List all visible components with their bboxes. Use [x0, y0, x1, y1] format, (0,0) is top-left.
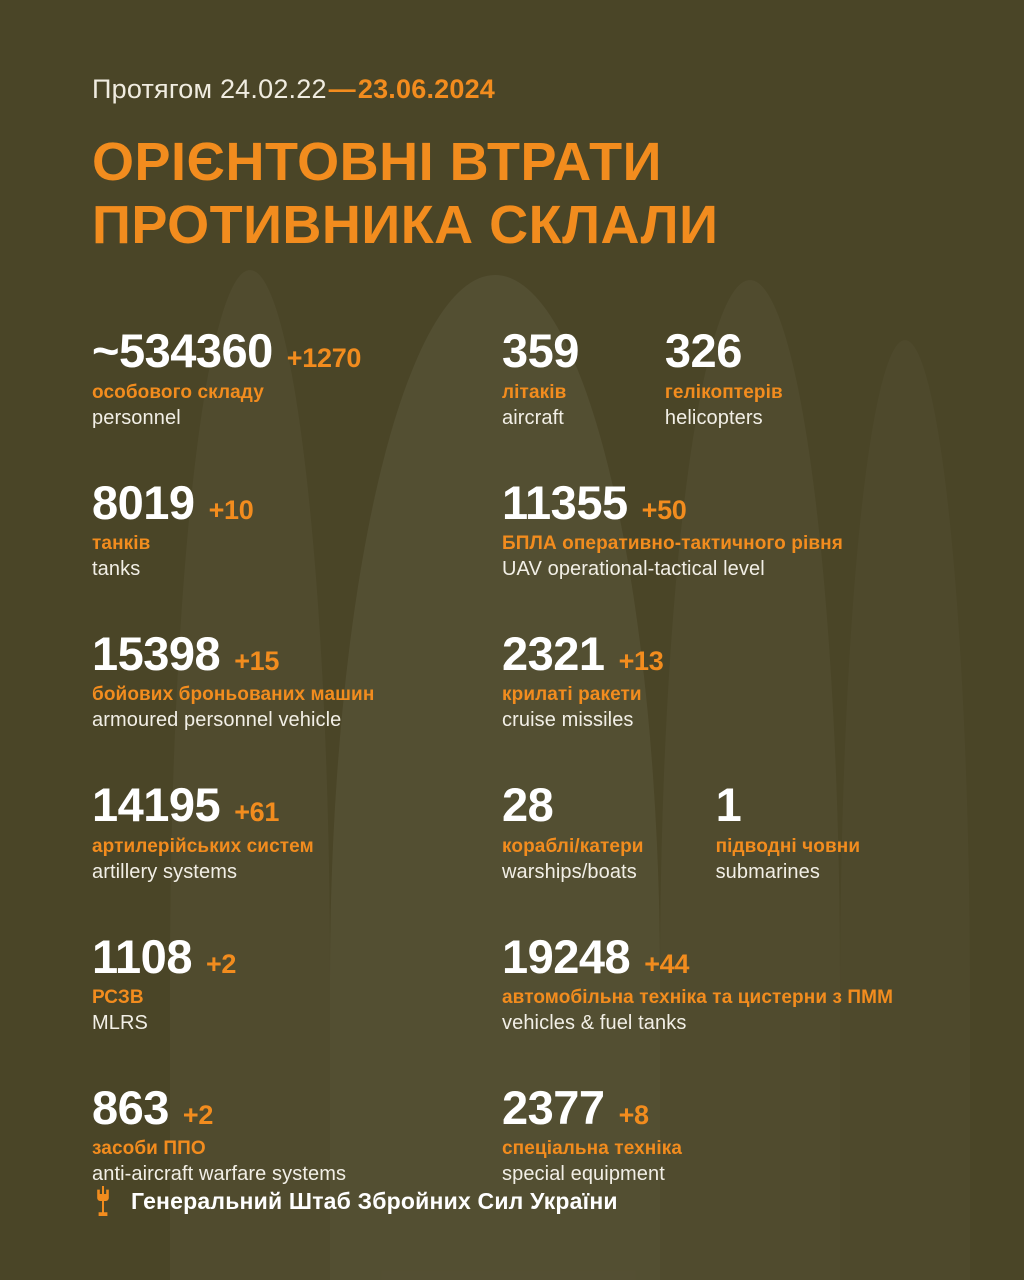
stat-value: 863: [92, 1080, 169, 1134]
stat-vehicles-fuel-tanks: [502, 914, 932, 1035]
stat-label-en: special equipment: [502, 1163, 665, 1186]
stat-label-en: tanks: [92, 557, 141, 580]
stat-label-ua: крилаті ракети: [502, 684, 642, 706]
reporting-period: [92, 0, 932, 105]
stat-label-en: UAV operational-tactical level: [502, 557, 765, 580]
stat-delta: +50: [641, 494, 687, 525]
stat-label-ua: літаків: [502, 381, 567, 403]
stat-value: 2321: [502, 626, 605, 680]
stat-tanks: [92, 460, 502, 581]
period-start-label: Протягом 24.02.22: [92, 74, 327, 104]
stat-label-en: aircraft: [502, 406, 564, 429]
stat-warships-boats: [502, 780, 644, 883]
stat-value: 1: [715, 778, 742, 832]
stat-value: 15398: [92, 626, 221, 680]
stat-artillery-systems: [92, 762, 502, 883]
stat-helicopters: [665, 326, 783, 429]
stat-label-en: warships/boats: [502, 860, 637, 883]
stat-value: 28: [502, 778, 554, 832]
stat-delta: +1270: [286, 343, 362, 374]
stat-delta: +61: [234, 797, 280, 828]
stat-label-en: vehicles & fuel tanks: [502, 1011, 687, 1034]
stat-label-en: submarines: [715, 860, 820, 883]
period-end-date: 23.06.2024: [357, 74, 496, 104]
stat-label-ua: особового складу: [92, 381, 264, 403]
footer-organization-label: Генеральний Штаб Збройних Сил України: [131, 1187, 618, 1214]
stat-label-ua: автомобільна техніка та цистерни з ПММ: [502, 986, 894, 1008]
stat-value: 11355: [502, 475, 628, 529]
stat-delta: +10: [208, 494, 254, 525]
stat-armoured-personnel-vehicle: [92, 611, 502, 732]
stat-value: 1108: [92, 929, 192, 983]
stat-delta: +44: [644, 948, 690, 979]
stat-value: ~534360: [92, 324, 273, 378]
stat-label-ua: підводні човни: [715, 835, 861, 857]
stat-delta: +15: [234, 645, 280, 676]
losses-stats-grid: [92, 308, 932, 1216]
stat-value: 326: [664, 324, 742, 378]
stat-delta: +13: [618, 645, 664, 676]
period-dash: —: [328, 74, 356, 104]
stat-label-ua: РСЗВ: [92, 986, 144, 1008]
page-title-line-2: ПРОТИВНИКА СКЛАЛИ: [92, 194, 719, 255]
stat-delta: +2: [205, 948, 237, 979]
stat-label-en: MLRS: [92, 1011, 148, 1034]
stat-aircraft: [502, 326, 593, 429]
stat-label-ua: БПЛА оперативно-тактичного рівня: [502, 532, 843, 554]
stat-group-air: [502, 308, 932, 429]
stat-mlrs: [92, 914, 502, 1035]
stat-value: 8019: [92, 475, 195, 529]
stat-label-en: artillery systems: [92, 860, 238, 883]
stat-delta: +2: [182, 1099, 214, 1130]
stat-label-ua: артилерійських систем: [92, 835, 314, 857]
stat-value: 2377: [502, 1080, 605, 1134]
stat-label-ua: бойових броньованих машин: [92, 684, 375, 706]
stat-label-ua: засоби ППО: [92, 1138, 206, 1160]
stat-submarines: [716, 780, 861, 883]
stat-delta: +8: [618, 1099, 649, 1130]
page-title: [92, 131, 932, 256]
stat-label-ua: танків: [92, 532, 151, 554]
stat-label-ua: гелікоптерів: [664, 381, 783, 403]
stat-value: 19248: [502, 929, 631, 983]
stat-label-en: personnel: [92, 406, 181, 429]
stat-label-en: armoured personnel vehicle: [92, 709, 342, 732]
stat-value: 359: [502, 324, 579, 378]
stat-group-naval: [502, 762, 932, 883]
stat-value: 14195: [92, 778, 221, 832]
footer: [92, 1186, 618, 1216]
stat-anti-aircraft-warfare-systems: [92, 1065, 502, 1186]
stat-personnel: [92, 308, 502, 429]
stat-uav: [502, 460, 932, 581]
stat-cruise-missiles: [502, 611, 932, 732]
stat-label-en: anti-aircraft warfare systems: [92, 1163, 347, 1186]
stat-label-ua: кораблі/катери: [502, 835, 644, 857]
stat-label-en: cruise missiles: [502, 709, 634, 732]
stat-special-equipment: [502, 1065, 932, 1186]
stat-label-en: helicopters: [664, 406, 763, 429]
trident-icon: [92, 1186, 114, 1216]
stat-label-ua: спеціальна техніка: [502, 1138, 683, 1160]
page-title-line-1: ОРІЄНТОВНІ ВТРАТИ: [92, 132, 662, 192]
